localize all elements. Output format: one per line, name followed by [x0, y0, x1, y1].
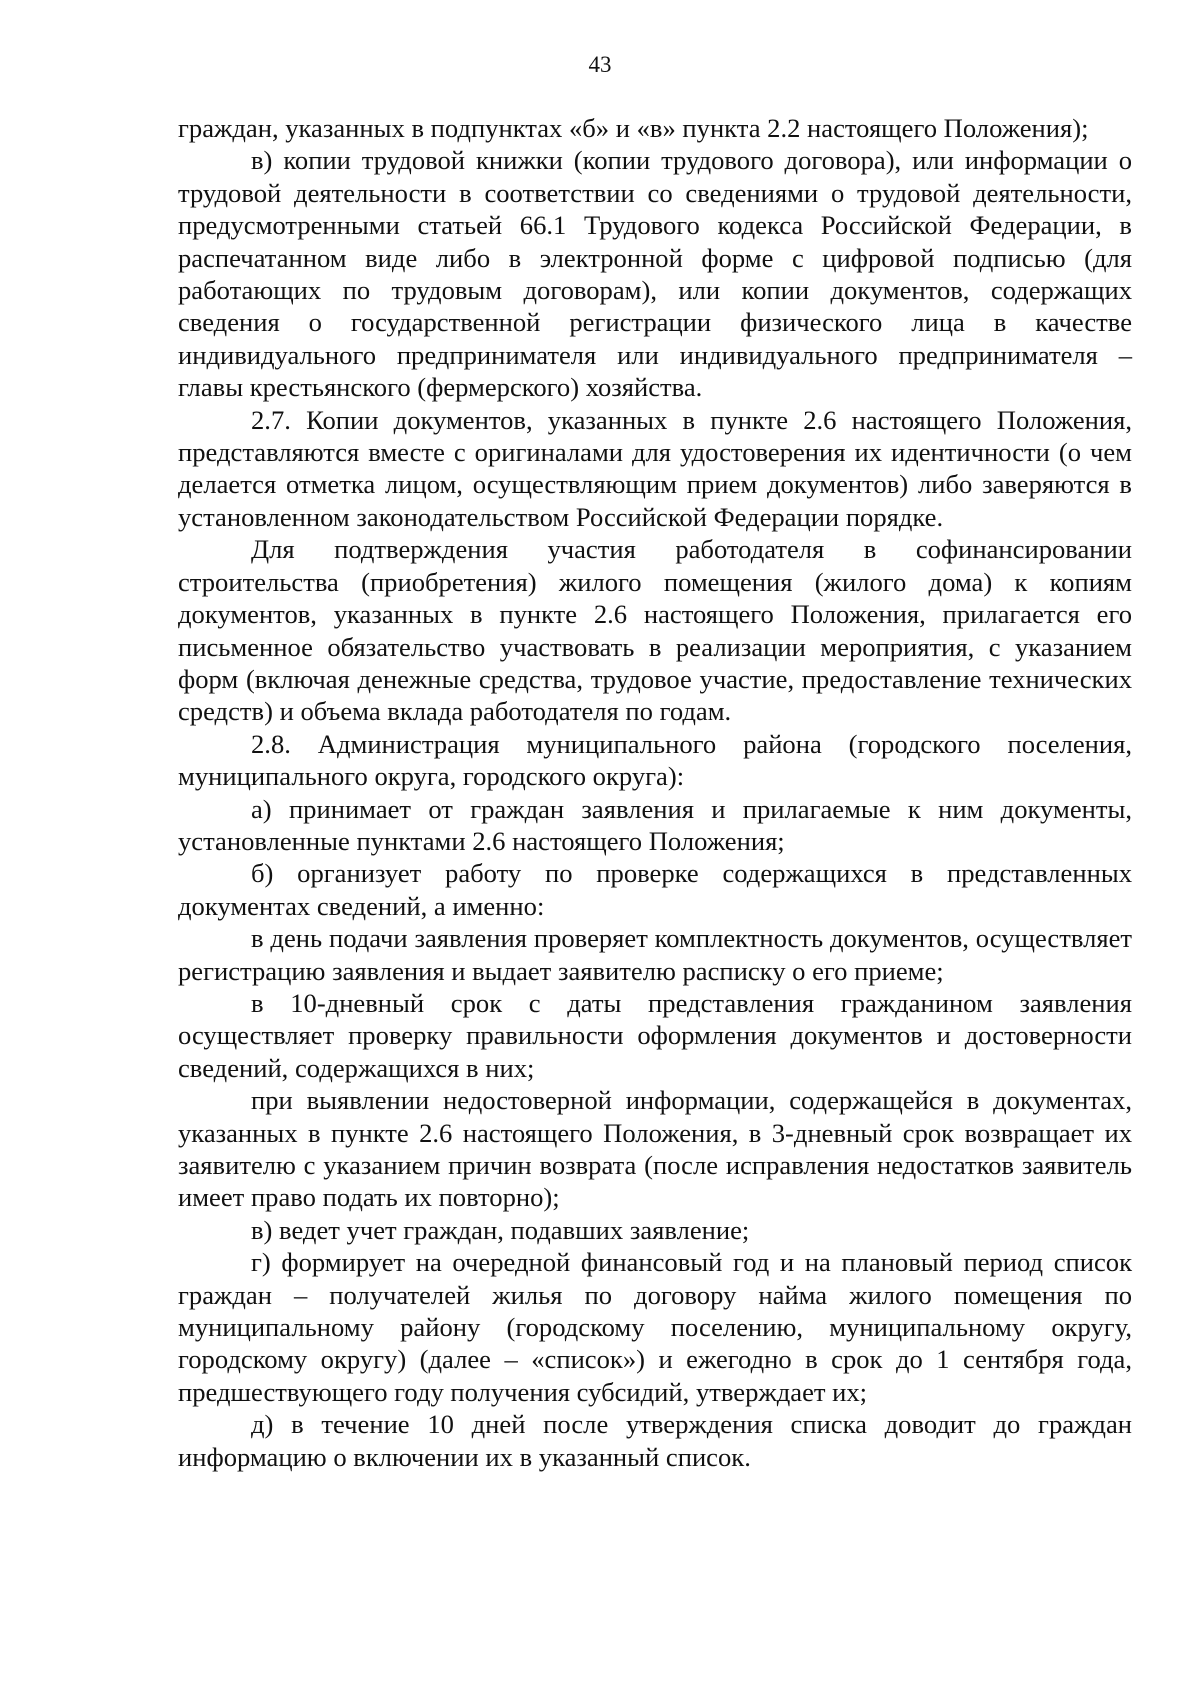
paragraph-inaccurate-info: при выявлении недостоверной информации, содержащейся в документах, указанных в пункте 2.6 настоящего Положения, в 3-дневный срок возвращает их заявителю с указанием причин возврата (после исправления недостатков заявитель имеет право подать их повторно);: [178, 1085, 1132, 1213]
paragraph-item-b: б) организует работу по проверке содержащихся в представленных документах сведений, а именно:: [178, 858, 1132, 921]
paragraph-item-g-list: г) формирует на очередной финансовый год и на плановый период список граждан – получателей жилья по договору найма жилого помещения по муниципальному району (городскому поселению, муниципальному округу, городскому округу) (далее – «список») и ежегодно в срок до 1 сентября года, предшествующего году получения субсидий, утверждает их;: [178, 1247, 1132, 1407]
paragraph-10-day-check: в 10-дневный срок с даты представления гражданином заявления осуществляет проверку правильности оформления документов и достоверности сведений, содержащихся в них;: [178, 987, 1132, 1083]
paragraph-item-v-employment-docs: в) копии трудовой книжки (копии трудового договора), или информации о трудовой деятельности в соответствии со сведениями о трудовой деятельности, предусмотренными статьей 66.1 Трудового кодекса Российской Федерации, в распечатанном виде либо в электронной форме с цифровой подписью (для работающих по трудовым договорам), или копии документов, содержащих сведения о государственной регистрации физического лица в качестве индивидуального предпринимателя или индивидуального предпринимателя – главы крестьянского (фермерского) хозяйства.: [178, 145, 1132, 403]
paragraph-item-d-notify: д) в течение 10 дней после утверждения списка доводит до граждан информацию о включении их в указанный список.: [178, 1409, 1132, 1472]
page-number: 43: [588, 52, 612, 77]
paragraph-2-8: 2.8. Администрация муниципального района (городского поселения, муниципального округа, городского округа):: [178, 728, 1132, 792]
paragraph-submission-day: в день подачи заявления проверяет комплектность документов, осуществляет регистрацию заявления и выдает заявителю расписку о его приеме;: [178, 923, 1132, 986]
paragraph-2-7: 2.7. Копии документов, указанных в пункте 2.6 настоящего Положения, представляются вместе с оригиналами для удостоверения их идентичности (о чем делается отметка лицом, осуществляющим прием документов) либо заверяются в установленном законодательством Российской Федерации порядке.: [178, 404, 1132, 532]
paragraph-employer-participation: Для подтверждения участия работодателя в софинансировании строительства (приобретения) жилого помещения (жилого дома) к копиям документов, указанных в пункте 2.6 настоящего Положения, прилагается его письменное обязательство участвовать в реализации мероприятия, с указанием форм (включая денежные средства, трудовое участие, предоставление технических средств) и объема вклада работодателя по годам.: [178, 534, 1132, 727]
paragraph-item-a: а) принимает от граждан заявления и прилагаемые к ним документы, установленные пунктами 2.6 настоящего Положения;: [178, 793, 1132, 856]
paragraph-item-v-records: в) ведет учет граждан, подавших заявление;: [251, 1214, 750, 1245]
document-body: [178, 112, 1132, 1473]
paragraph-continuation: граждан, указанных в подпунктах «б» и «в» пункта 2.2 настоящего Положения);: [178, 113, 1089, 143]
